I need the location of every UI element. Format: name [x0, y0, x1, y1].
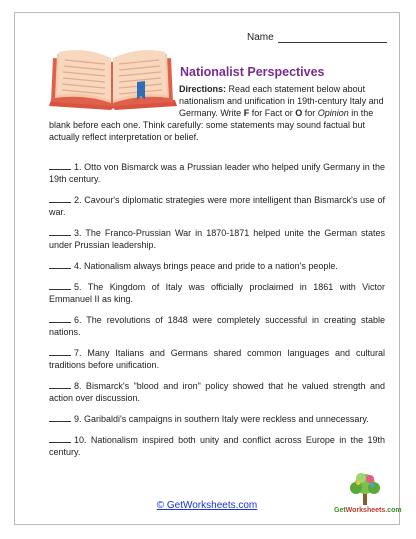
answer-blank[interactable]	[49, 347, 71, 356]
answer-blank[interactable]	[49, 194, 71, 203]
question-list	[49, 161, 385, 458]
question-item: 3. The Franco-Prussian War in 1870-1871 helped unite the German states under Prussian leadership.	[49, 228, 385, 250]
answer-blank[interactable]	[49, 161, 71, 170]
question-item: 6. The revolutions of 1848 were completely successful in creating stable nations.	[49, 315, 385, 337]
answer-blank[interactable]	[49, 227, 71, 236]
name-blank[interactable]	[278, 31, 387, 43]
question-item: 5. The Kingdom of Italy was officially proclaimed in 1861 with Victor Emmanuel II as king.	[49, 282, 385, 304]
answer-blank[interactable]	[49, 281, 71, 290]
answer-blank[interactable]	[49, 380, 71, 389]
opinion-letter: O	[295, 108, 303, 118]
question-item: 7. Many Italians and Germans shared common languages and cultural traditions before unification.	[49, 348, 385, 370]
worksheet-page	[14, 12, 400, 525]
name-label: Name	[247, 32, 274, 43]
fact-letter: F	[243, 108, 250, 118]
getworksheets-logo	[334, 471, 402, 519]
answer-blank[interactable]	[49, 260, 71, 269]
question-item: 9. Garibaldi's campaigns in southern Italy were reckless and unnecessary.	[49, 413, 385, 425]
question-item: 1. Otto von Bismarck was a Prussian leader who helped unify Germany in the 19th century.	[49, 162, 385, 184]
getworksheets-link[interactable]: © GetWorksheets.com	[156, 500, 258, 511]
question-item: 8. Bismarck's "blood and iron" policy showed that he valued strength and action over discussion.	[49, 381, 385, 403]
name-row	[247, 27, 387, 43]
worksheet-title: Nationalist Perspectives	[180, 65, 325, 79]
tree-logo-icon	[334, 471, 396, 507]
question-item: 10. Nationalism inspired both unity and conflict across Europe in the 19th century.	[49, 435, 385, 457]
answer-blank[interactable]	[49, 314, 71, 323]
answer-blank[interactable]	[49, 413, 71, 422]
opinion-word: Opinion	[317, 108, 349, 118]
question-item: 4. Nationalism always brings peace and pride to a nation's people.	[49, 260, 385, 272]
question-item: 2. Cavour's diplomatic strategies were more intelligent than Bismarck's use of war.	[49, 195, 385, 217]
answer-blank[interactable]	[49, 434, 71, 443]
logo-wordmark: GetWorksheets.com	[334, 507, 402, 514]
directions-paragraph: Directions: Read each statement below about nationalism and unification in 19th-century Italy and Germany. Write F for Fact or O for Opinion in the blank before each one. Think carefully: some statements may sound factual but actually reflect interpretation or belief.	[49, 84, 384, 142]
directions-label: Directions:	[179, 84, 227, 94]
